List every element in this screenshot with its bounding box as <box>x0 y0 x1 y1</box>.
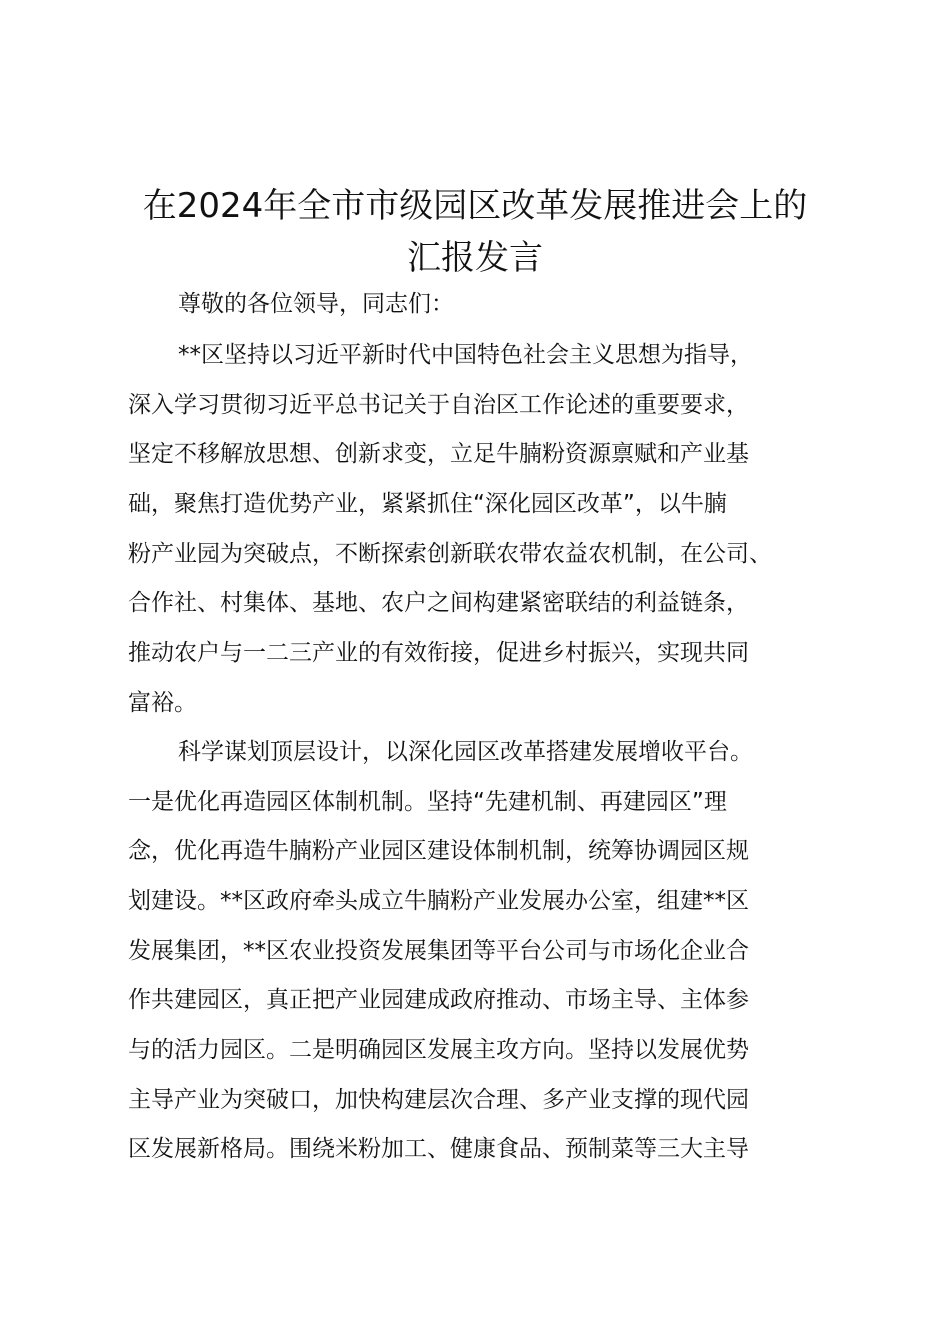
paragraph-1-line: 富裕。 <box>128 690 197 716</box>
paragraph-1-line: 础，聚焦打造优势产业，紧紧抓住“深化园区改革”，以牛腩 <box>128 491 727 517</box>
paragraph-1-line: 推动农户与一二三产业的有效衔接，促进乡村振兴，实现共同 <box>128 640 749 666</box>
paragraph-2-line: 主导产业为突破口，加快构建层次合理、多产业支撑的现代园 <box>128 1087 749 1113</box>
paragraph-1-line: 深入学习贯彻习近平总书记关于自治区工作论述的重要要求， <box>128 392 749 418</box>
document-title-line-1: 在2024年全市市级园区改革发展推进会上的 <box>142 186 808 226</box>
salutation: 尊敬的各位领导，同志们： <box>178 291 454 317</box>
paragraph-2-line: 作共建园区，真正把产业园建成政府推动、市场主导、主体参 <box>128 987 749 1013</box>
paragraph-2-line: 念，优化再造牛腩粉产业园区建设体制机制，统筹协调园区规 <box>128 838 749 864</box>
paragraph-2-line: 与的活力园区。二是明确园区发展主攻方向。坚持以发展优势 <box>128 1037 749 1063</box>
paragraph-1-line: **区坚持以习近平新时代中国特色社会主义思想为指导， <box>178 342 753 368</box>
document-title-line-2: 汇报发言 <box>407 238 543 278</box>
paragraph-1-line: 坚定不移解放思想、创新求变，立足牛腩粉资源禀赋和产业基 <box>128 441 749 467</box>
paragraph-2-line: 区发展新格局。围绕米粉加工、健康食品、预制菜等三大主导 <box>128 1136 749 1162</box>
paragraph-1-line: 粉产业园为突破点，不断探索创新联农带农益农机制，在公司、 <box>128 541 772 567</box>
paragraph-2-line: 发展集团，**区农业投资发展集团等平台公司与市场化企业合 <box>128 938 749 964</box>
paragraph-1-line: 合作社、村集体、基地、农户之间构建紧密联结的利益链条， <box>128 590 749 616</box>
paragraph-2-line: 一是优化再造园区体制机制。坚持“先建机制、再建园区”理 <box>128 789 727 815</box>
paragraph-2-line: 划建设。**区政府牵头成立牛腩粉产业发展办公室，组建**区 <box>128 888 749 914</box>
paragraph-2-line: 科学谋划顶层设计，以深化园区改革搭建发展增收平台。 <box>178 739 753 765</box>
